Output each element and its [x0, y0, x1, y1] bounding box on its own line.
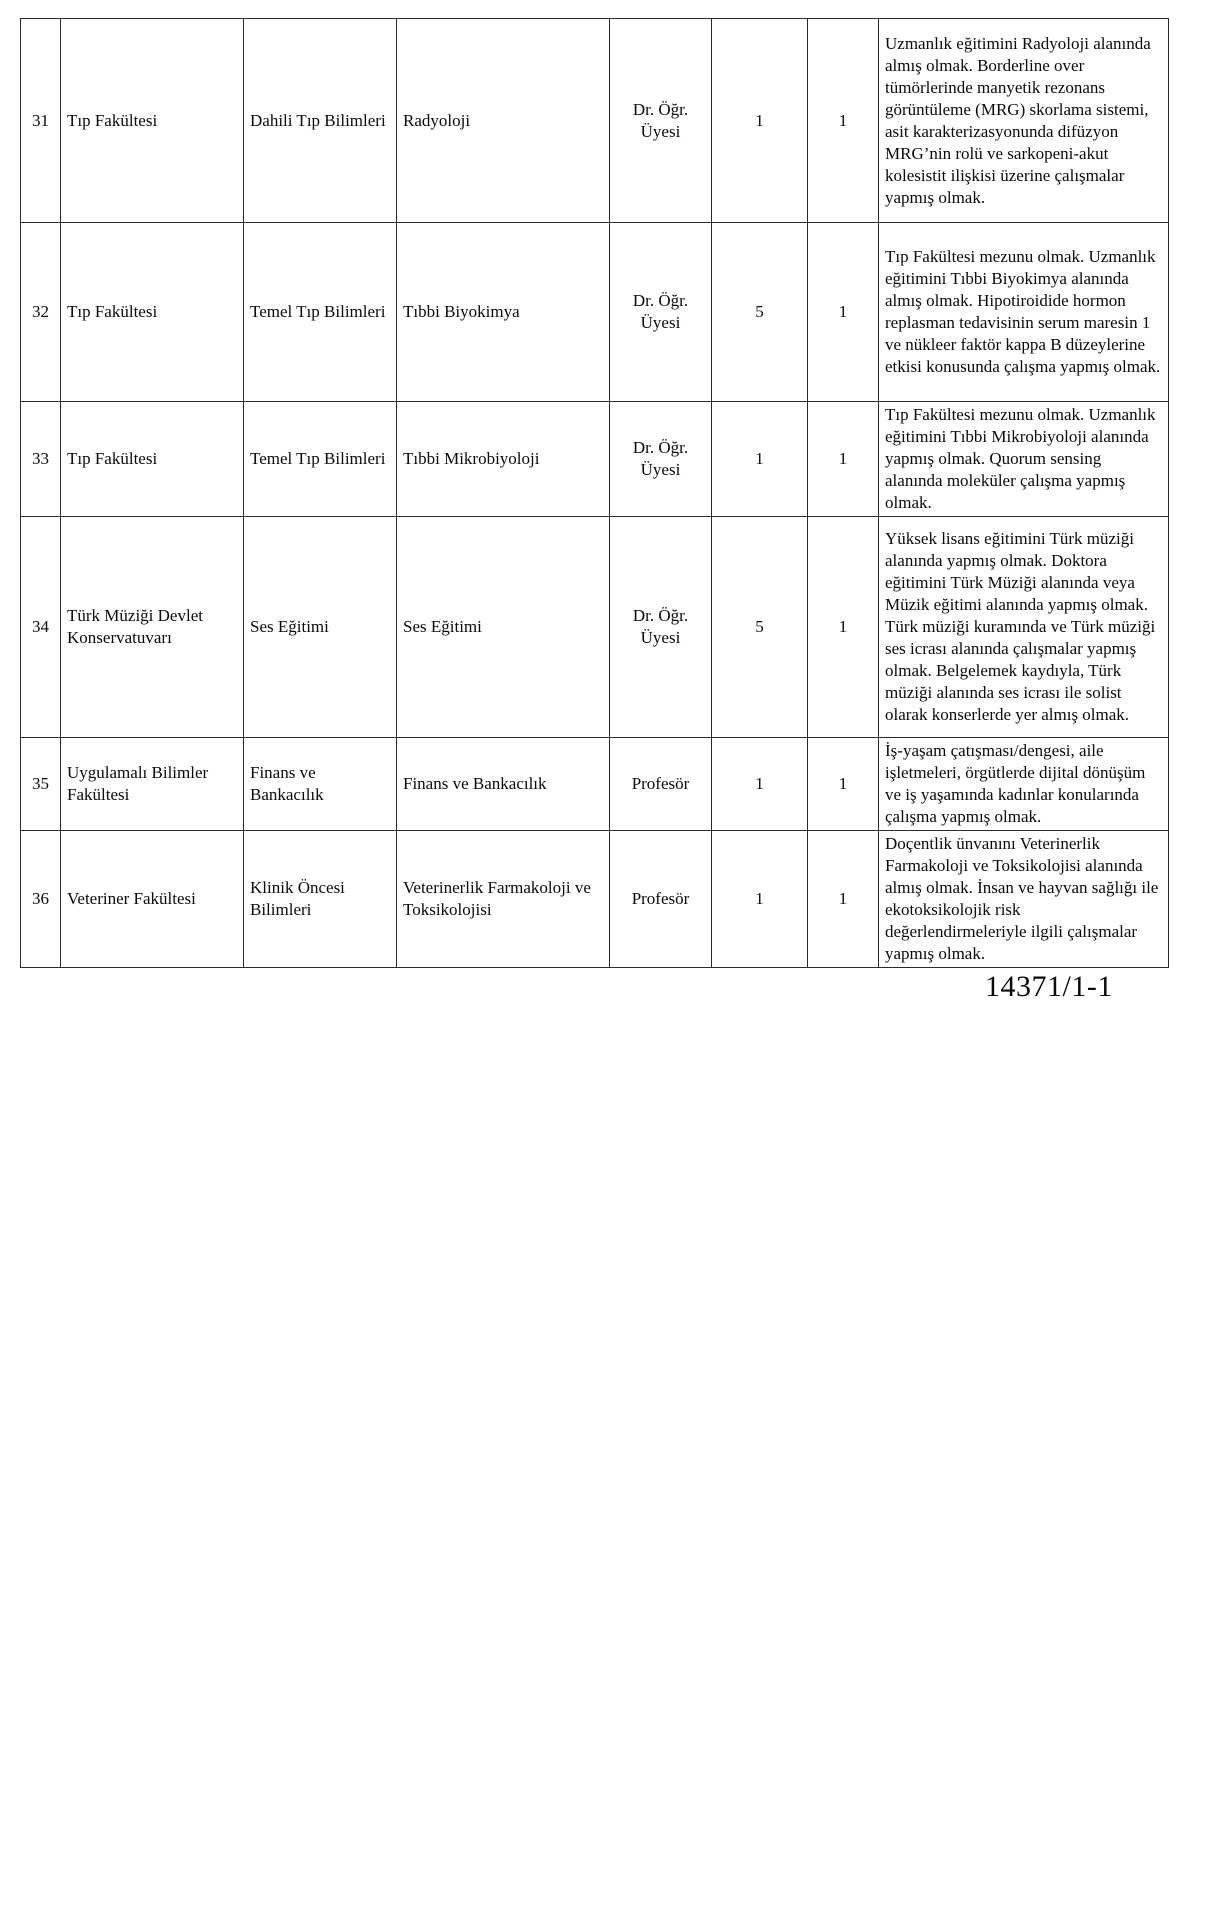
- cell-num-1: 5: [712, 223, 808, 402]
- cell-department: Temel Tıp Bilimleri: [244, 402, 397, 517]
- cell-title: Profesör: [610, 831, 712, 968]
- cell-num-1: 1: [712, 831, 808, 968]
- cell-title: Dr. Öğr. Üyesi: [610, 223, 712, 402]
- cell-faculty: Tıp Fakültesi: [61, 402, 244, 517]
- cell-department: Dahili Tıp Bilimleri: [244, 19, 397, 223]
- table-row: [21, 223, 1169, 402]
- cell-num-1: 1: [712, 738, 808, 831]
- cell-num-2: 1: [808, 19, 879, 223]
- cell-num-2: 1: [808, 831, 879, 968]
- cell-program: Tıbbi Biyokimya: [397, 223, 610, 402]
- cell-num-2: 1: [808, 402, 879, 517]
- cell-requirements: Tıp Fakültesi mezunu olmak. Uzmanlık eğitimini Tıbbi Mikrobiyoloji alanında yapmış olmak. Quorum sensing alanında moleküler çalışma yapmış olmak.: [879, 402, 1169, 517]
- cell-row-number: 32: [21, 223, 61, 402]
- cell-department: Klinik Öncesi Bilimleri: [244, 831, 397, 968]
- table-row: [21, 19, 1169, 223]
- cell-row-number: 36: [21, 831, 61, 968]
- cell-num-1: 1: [712, 19, 808, 223]
- cell-requirements: Tıp Fakültesi mezunu olmak. Uzmanlık eğitimini Tıbbi Biyokimya alanında almış olmak. Hipotiroidide hormon replasman tedavisinin serum maresin 1 ve nükleer faktör kappa B düzeylerine etkisi konusunda çalışma yapmış olmak.: [879, 223, 1169, 402]
- cell-requirements: Yüksek lisans eğitimini Türk müziği alanında yapmış olmak. Doktora eğitimini Türk Müziği alanında veya Müzik eğitimi alanında yapmış olmak. Türk müziği kuramında ve Türk müziği ses icrası alanında çalışmalar yapmış olmak. Belgelemek kaydıyla, Türk müziği alanında ses icrası ile solist olarak konserlerde yer almış olmak.: [879, 517, 1169, 738]
- cell-num-2: 1: [808, 223, 879, 402]
- cell-requirements: Doçentlik ünvanını Veterinerlik Farmakoloji ve Toksikolojisi alanında almış olmak. İnsan ve hayvan sağlığı ile ekotoksikolojik risk değerlendirmeleriyle ilgili çalışmalar yapmış olmak.: [879, 831, 1169, 968]
- cell-requirements: İş-yaşam çatışması/dengesi, aile işletmeleri, örgütlerde dijital dönüşüm ve iş yaşamında kadınlar konularında çalışma yapmış olmak.: [879, 738, 1169, 831]
- table-row: [21, 831, 1169, 968]
- cell-num-1: 1: [712, 402, 808, 517]
- cell-program: Radyoloji: [397, 19, 610, 223]
- cell-program: Finans ve Bankacılık: [397, 738, 610, 831]
- cell-program: Ses Eğitimi: [397, 517, 610, 738]
- cell-program: Veterinerlik Farmakoloji ve Toksikolojisi: [397, 831, 610, 968]
- cell-requirements: Uzmanlık eğitimini Radyoloji alanında almış olmak. Borderline over tümörlerinde manyetik rezonans görüntüleme (MRG) skorlama sistemi, asit karakterizasyonunda difüzyon MRG’nin rolü ve sarkopeni-akut kolesistit ilişkisi üzerine çalışmalar yapmış olmak.: [879, 19, 1169, 223]
- cell-title: Dr. Öğr. Üyesi: [610, 517, 712, 738]
- cell-row-number: 34: [21, 517, 61, 738]
- cell-department: Ses Eğitimi: [244, 517, 397, 738]
- table-row: [21, 402, 1169, 517]
- cell-faculty: Uygulamalı Bilimler Fakültesi: [61, 738, 244, 831]
- cell-num-1: 5: [712, 517, 808, 738]
- cell-department: Temel Tıp Bilimleri: [244, 223, 397, 402]
- cell-num-2: 1: [808, 517, 879, 738]
- cell-title: Profesör: [610, 738, 712, 831]
- cell-department: Finans ve Bankacılık: [244, 738, 397, 831]
- cell-faculty: Türk Müziği Devlet Konservatuvarı: [61, 517, 244, 738]
- cell-program: Tıbbi Mikrobiyoloji: [397, 402, 610, 517]
- table-row: [21, 738, 1169, 831]
- cell-row-number: 35: [21, 738, 61, 831]
- announcement-reference-code: 14371/1-1: [985, 970, 1113, 1003]
- cell-row-number: 33: [21, 402, 61, 517]
- cell-title: Dr. Öğr. Üyesi: [610, 402, 712, 517]
- cell-faculty: Tıp Fakültesi: [61, 223, 244, 402]
- cell-title: Dr. Öğr. Üyesi: [610, 19, 712, 223]
- cell-row-number: 31: [21, 19, 61, 223]
- cell-num-2: 1: [808, 738, 879, 831]
- announcement-table: [20, 18, 1169, 968]
- cell-faculty: Veteriner Fakültesi: [61, 831, 244, 968]
- cell-faculty: Tıp Fakültesi: [61, 19, 244, 223]
- table-row: [21, 517, 1169, 738]
